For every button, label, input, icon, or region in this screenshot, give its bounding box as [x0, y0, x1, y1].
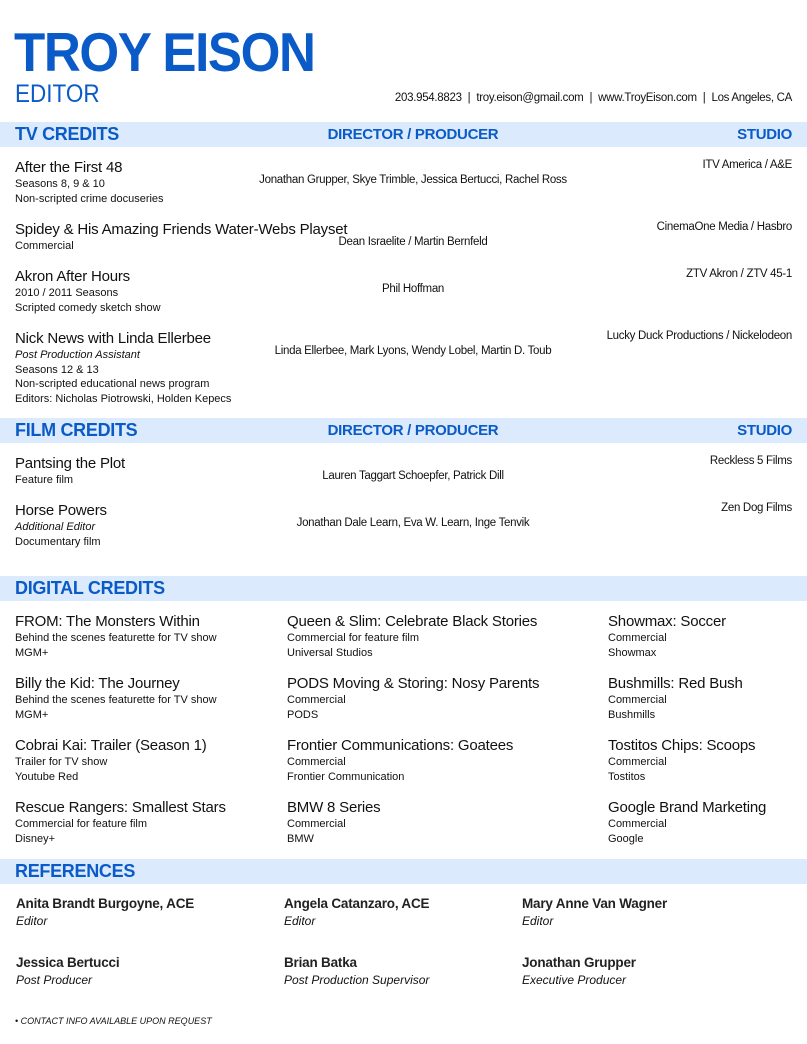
separator: | — [467, 92, 471, 104]
references-header — [0, 859, 807, 884]
credit-title: Billy the Kid: The Journey — [15, 675, 180, 692]
digital-credit — [287, 675, 539, 722]
reference — [284, 954, 429, 988]
reference-role: Executive Producer — [522, 973, 627, 987]
credit-title: After the First 48 — [15, 159, 123, 176]
column-heading-studio: STUDIO — [737, 422, 792, 439]
credit-detail: BMW — [287, 832, 314, 845]
reference-role: Editor — [16, 914, 48, 928]
credit-detail: Disney+ — [15, 832, 56, 845]
credit-role: Post Production Assistant — [15, 349, 140, 361]
digital-credit — [287, 613, 537, 660]
credit-title: Pantsing the Plot — [15, 455, 126, 472]
credit-detail: Showmax — [608, 646, 657, 659]
reference-role: Editor — [284, 914, 316, 928]
digital-credit — [15, 613, 217, 660]
credit-title: Cobrai Kai: Trailer (Season 1) — [15, 737, 207, 754]
resume-name: TROY EISON — [14, 21, 315, 83]
credit-title: Spidey & His Amazing Friends Water-Webs Playset — [15, 221, 348, 238]
digital-credit — [15, 675, 217, 722]
reference-name: Anita Brandt Burgoyne, ACE — [16, 896, 195, 911]
credit-title: Horse Powers — [15, 502, 107, 519]
credit-title: Rescue Rangers: Smallest Stars — [15, 799, 226, 816]
credit-title: Bushmills: Red Bush — [608, 675, 743, 692]
credit-detail: MGM+ — [15, 708, 49, 721]
credit-detail: Scripted comedy sketch show — [15, 301, 161, 314]
credit-title: BMW 8 Series — [287, 799, 381, 816]
credit-title: FROM: The Monsters Within — [15, 613, 200, 630]
credit-entry — [15, 330, 792, 406]
credit-director: Lauren Taggart Schoepfer, Patrick Dill — [322, 470, 504, 482]
reference-name: Brian Batka — [284, 955, 357, 970]
credit-title: Tostitos Chips: Scoops — [608, 737, 756, 754]
credit-detail: PODS — [287, 708, 319, 721]
digital-credit — [15, 799, 226, 846]
credit-title: Frontier Communications: Goatees — [287, 737, 514, 754]
reference-name: Jessica Bertucci — [16, 955, 120, 970]
credit-detail: Frontier Communication — [287, 770, 405, 783]
credit-title: Showmax: Soccer — [608, 613, 726, 630]
digital-credit — [287, 799, 380, 846]
credit-detail: Tostitos — [608, 770, 646, 783]
reference-role: Post Producer — [16, 973, 93, 987]
credit-detail: Commercial — [608, 818, 667, 830]
credit-detail: Commercial — [608, 756, 667, 768]
reference-name: Mary Anne Van Wagner — [522, 896, 668, 911]
reference — [522, 954, 636, 988]
contact-note: • CONTACT INFO AVAILABLE UPON REQUEST — [15, 1016, 212, 1026]
reference-name: Angela Catanzaro, ACE — [284, 896, 430, 911]
credit-detail: Commercial — [287, 818, 346, 830]
section-title: FILM CREDITS — [15, 420, 138, 440]
contact-line — [395, 92, 792, 104]
credit-title: Queen & Slim: Celebrate Black Stories — [287, 613, 538, 630]
separator: | — [589, 92, 593, 104]
credit-detail: Seasons 8, 9 & 10 — [15, 178, 105, 190]
credit-studio: Lucky Duck Productions / Nickelodeon — [606, 330, 792, 342]
digital-credit — [15, 737, 207, 784]
credit-title: Nick News with Linda Ellerbee — [15, 330, 211, 347]
credit-detail: MGM+ — [15, 646, 49, 659]
credit-detail: Non-scripted educational news program — [15, 378, 210, 390]
film-credits-header — [0, 418, 807, 443]
credit-detail: 2010 / 2011 Seasons — [15, 287, 119, 299]
credit-title: Akron After Hours — [15, 268, 130, 285]
credit-detail: Youtube Red — [15, 770, 79, 783]
section-title: DIGITAL CREDITS — [15, 578, 165, 598]
credit-entry — [15, 221, 792, 254]
credit-detail: Commercial — [287, 694, 346, 706]
section-title: TV CREDITS — [15, 124, 120, 144]
credit-detail: Bushmills — [608, 708, 656, 721]
credit-detail: Editors: Nicholas Piotrowski, Holden Kepecs — [15, 392, 232, 405]
digital-credit — [608, 799, 766, 846]
credit-studio: ITV America / A&E — [702, 159, 792, 171]
column-heading-director: DIRECTOR / PRODUCER — [327, 422, 499, 439]
credit-detail: Trailer for TV show — [15, 756, 108, 768]
resume-role: EDITOR — [15, 80, 100, 108]
digital-credit — [608, 737, 755, 784]
credit-director: Jonathan Dale Learn, Eva W. Learn, Inge Tenvik — [296, 517, 530, 529]
website-link[interactable]: www.TroyEison.com — [598, 92, 697, 104]
credit-title: Google Brand Marketing — [608, 799, 767, 816]
credit-detail: Feature film — [15, 474, 74, 486]
phone: 203.954.8823 — [394, 92, 462, 104]
reference-role: Post Production Supervisor — [284, 973, 430, 987]
credit-entry — [15, 455, 792, 488]
credit-detail: Google — [608, 832, 644, 845]
credit-entry — [15, 502, 792, 549]
credit-detail: Commercial for feature film — [287, 632, 420, 644]
credit-director: Linda Ellerbee, Mark Lyons, Wendy Lobel, Martin D. Toub — [274, 345, 552, 357]
credit-detail: Commercial — [608, 632, 667, 644]
credit-detail: Commercial — [287, 756, 346, 768]
digital-credits-header — [0, 576, 807, 601]
credit-title: PODS Moving & Storing: Nosy Parents — [287, 675, 540, 692]
digital-credit — [287, 737, 513, 784]
credit-detail: Behind the scenes featurette for TV show — [15, 632, 217, 644]
credit-entry — [15, 268, 792, 315]
credit-detail: Commercial for feature film — [15, 818, 148, 830]
separator: | — [702, 92, 706, 104]
email-link[interactable]: troy.eison@gmail.com — [476, 92, 584, 104]
credit-detail: Behind the scenes featurette for TV show — [15, 694, 217, 706]
column-heading-director: DIRECTOR / PRODUCER — [327, 126, 499, 143]
reference — [16, 954, 119, 988]
reference — [284, 895, 429, 929]
digital-credit — [608, 613, 726, 660]
credit-detail: Commercial — [15, 240, 74, 252]
credit-detail: Seasons 12 & 13 — [15, 363, 99, 376]
credit-studio: CinemaOne Media / Hasbro — [656, 221, 792, 233]
reference — [16, 895, 194, 929]
credit-entry — [15, 159, 792, 206]
credit-role: Additional Editor — [15, 521, 96, 533]
credit-detail: Non-scripted crime docuseries — [15, 192, 164, 205]
location: Los Angeles, CA — [711, 92, 792, 104]
column-heading-studio: STUDIO — [737, 126, 792, 143]
digital-credit — [608, 675, 743, 722]
tv-credits-header — [0, 122, 807, 147]
credit-detail: Universal Studios — [287, 646, 373, 659]
credit-studio: Reckless 5 Films — [709, 455, 792, 467]
credit-director: Jonathan Grupper, Skye Trimble, Jessica Bertucci, Rachel Ross — [259, 174, 567, 186]
credit-detail: Commercial — [608, 694, 667, 706]
credit-director: Dean Israelite / Martin Bernfeld — [338, 236, 488, 248]
reference-name: Jonathan Grupper — [522, 955, 636, 970]
credit-studio: Zen Dog Films — [721, 502, 792, 514]
credit-studio: ZTV Akron / ZTV 45-1 — [686, 268, 792, 280]
credit-detail: Documentary film — [15, 535, 101, 548]
credit-director: Phil Hoffman — [381, 283, 445, 295]
section-title: REFERENCES — [15, 861, 136, 881]
reference-role: Editor — [522, 914, 554, 928]
reference — [522, 895, 667, 929]
